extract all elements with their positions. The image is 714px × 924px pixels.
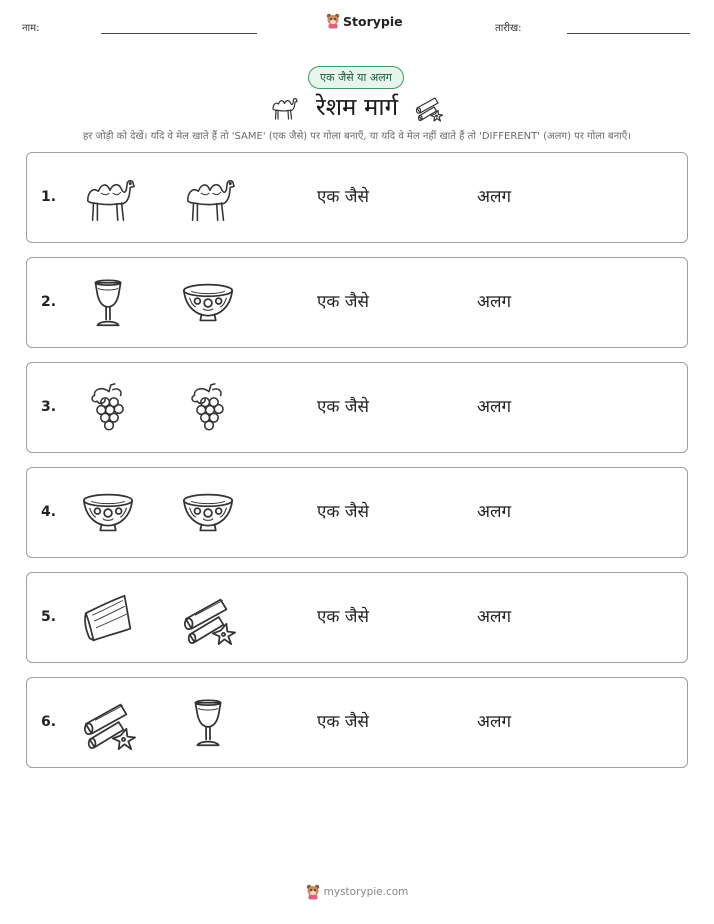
spices-icon: [180, 591, 238, 647]
footer: [0, 884, 714, 900]
page-title: रेशम मार्ग: [315, 93, 399, 121]
spices-icon: [414, 94, 444, 122]
item-number: 1.: [41, 189, 57, 205]
item-row: [26, 467, 688, 558]
item-number: 3.: [41, 399, 57, 415]
brand-logo: [326, 13, 403, 29]
same-option[interactable]: एक जैसे: [317, 397, 369, 417]
item-number: 5.: [41, 609, 57, 625]
instructions-text: हर जोड़ी को देखें। यदि वे मेल खाते हैं तो 'SAME' (एक जैसे) पर गोला बनाएँ, या यदि वे मेल नहीं खाते हैं तो 'DIFFERENT' (अलग) पर गोला बनाएँ।: [82, 131, 632, 142]
bowl-icon: [180, 276, 238, 332]
camel-icon: [180, 171, 238, 227]
date-line[interactable]: [567, 33, 690, 34]
bowl-icon: [180, 486, 238, 542]
item-row: [26, 677, 688, 768]
item-number: 6.: [41, 714, 57, 730]
name-line[interactable]: [101, 33, 257, 34]
date-label: तारीख:: [495, 23, 522, 34]
worksheet-type-badge: एक जैसे या अलग: [308, 66, 404, 89]
silk-cloth-icon: [80, 591, 138, 647]
brand-name: Storypie: [343, 13, 403, 29]
grapes-icon: [180, 381, 238, 437]
same-option[interactable]: एक जैसे: [317, 607, 369, 627]
goblet-icon: [180, 696, 238, 752]
item-row: [26, 362, 688, 453]
storypie-mascot-icon: [326, 13, 340, 29]
same-option[interactable]: एक जैसे: [317, 712, 369, 732]
different-option[interactable]: अलग: [477, 187, 512, 207]
bowl-icon: [80, 486, 138, 542]
different-option[interactable]: अलग: [477, 607, 512, 627]
same-option[interactable]: एक जैसे: [317, 292, 369, 312]
item-row: [26, 572, 688, 663]
same-option[interactable]: एक जैसे: [317, 187, 369, 207]
spices-icon: [80, 696, 138, 752]
different-option[interactable]: अलग: [477, 292, 512, 312]
grapes-icon: [80, 381, 138, 437]
different-option[interactable]: अलग: [477, 712, 512, 732]
item-row: [26, 257, 688, 348]
different-option[interactable]: अलग: [477, 397, 512, 417]
goblet-icon: [80, 276, 138, 332]
item-row: [26, 152, 688, 243]
different-option[interactable]: अलग: [477, 502, 512, 522]
footer-website: mystorypie.com: [323, 886, 409, 898]
camel-icon: [80, 171, 138, 227]
item-number: 4.: [41, 504, 57, 520]
storypie-mascot-icon: [306, 884, 320, 900]
same-option[interactable]: एक जैसे: [317, 502, 369, 522]
name-label: नाम:: [22, 23, 40, 34]
item-number: 2.: [41, 294, 57, 310]
